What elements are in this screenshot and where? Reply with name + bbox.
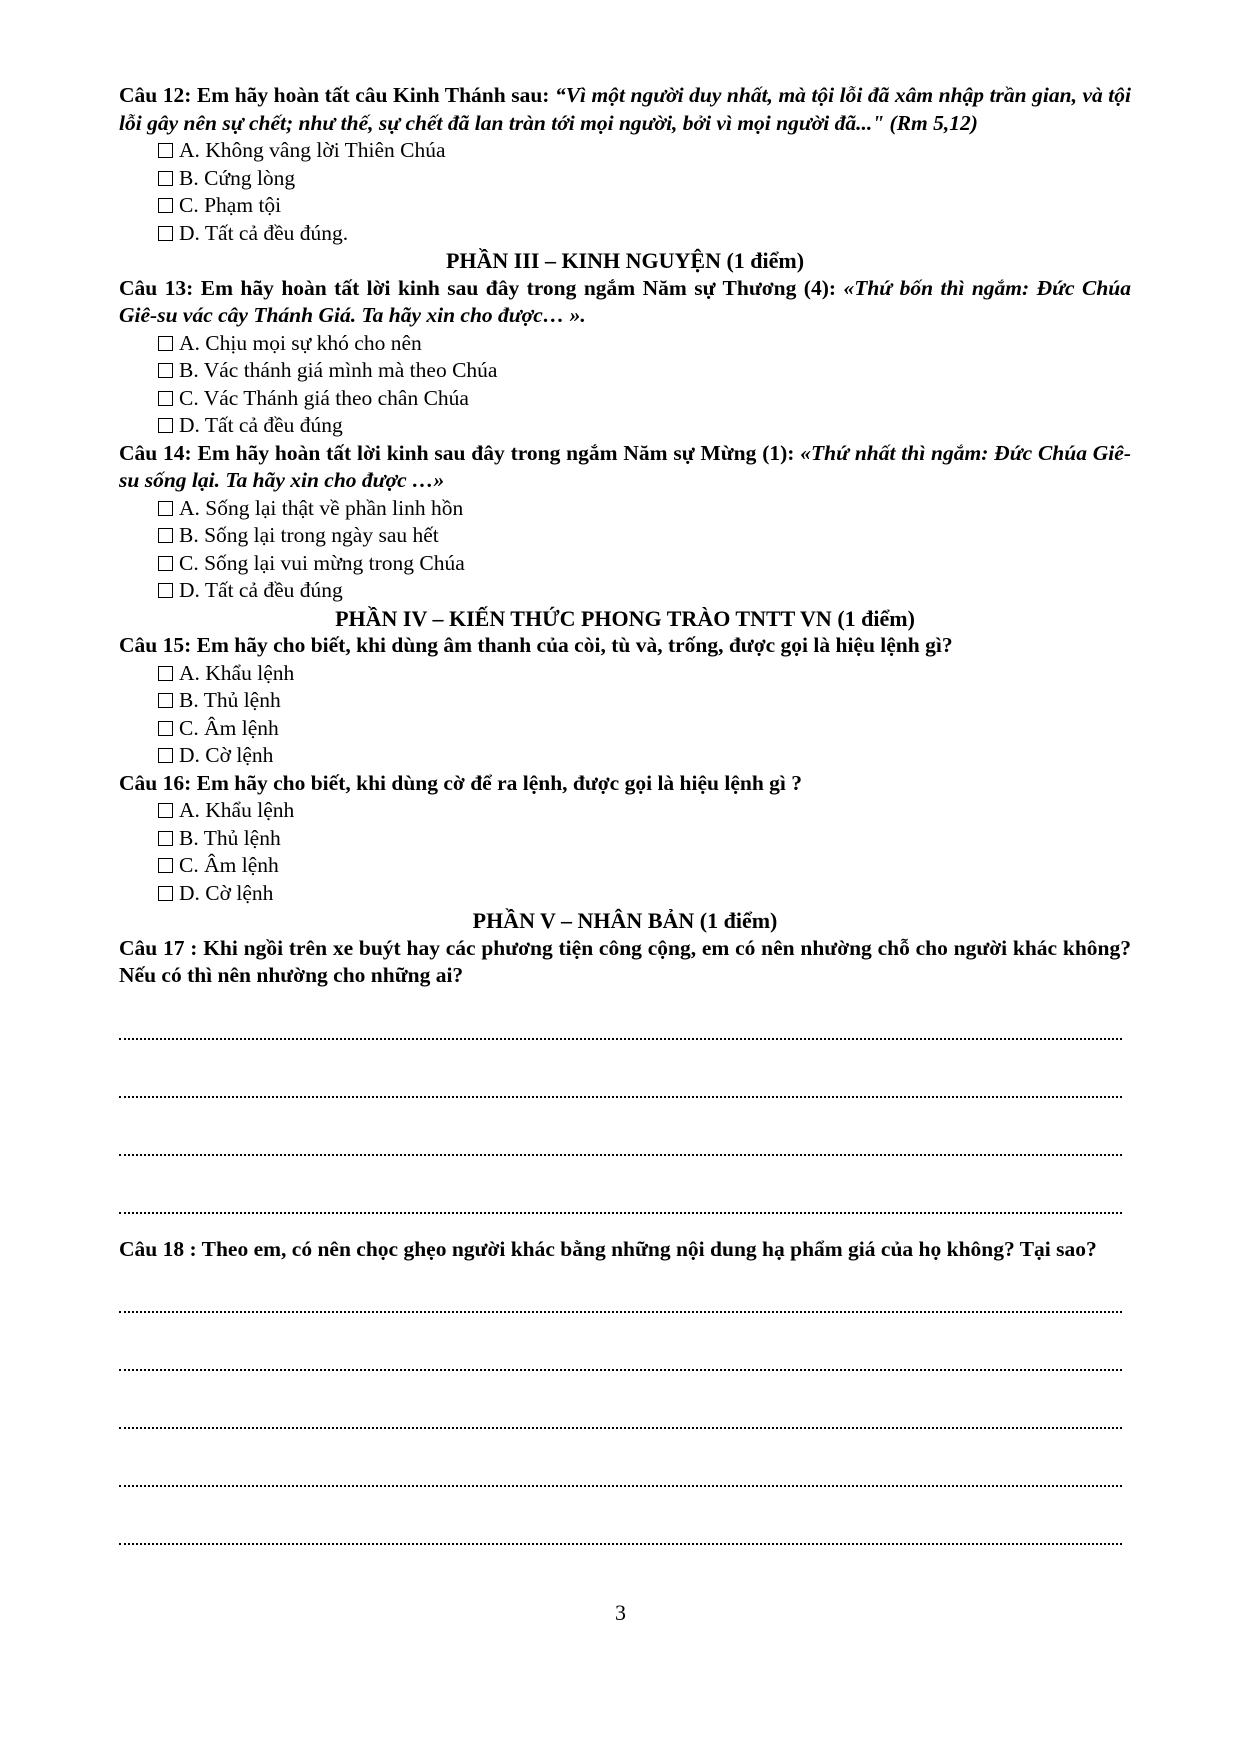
checkbox-icon[interactable] <box>158 693 173 708</box>
question-15-prompt: Câu 15: Em hãy cho biết, khi dùng âm thanh của còi, tù và, trống, được gọi là hiệu lệnh gì? <box>119 633 953 657</box>
question-15-option-b[interactable] <box>119 687 1131 715</box>
question-13-quote: «Thứ bốn thì ngắm: Đức Chúa Giê-su vác cây Thánh Giá. Ta hãy xin cho được… ». <box>119 275 1131 327</box>
option-label: C. Vác Thánh giá theo chân Chúa <box>179 385 469 410</box>
question-15 <box>119 632 1131 660</box>
page-number: 3 <box>615 1600 626 1625</box>
option-label: A. Khẩu lệnh <box>179 798 295 822</box>
question-14-option-c[interactable] <box>119 550 1131 578</box>
answer-line[interactable] <box>119 1164 1131 1222</box>
question-13-option-b[interactable] <box>119 357 1131 385</box>
checkbox-icon[interactable] <box>158 748 173 763</box>
question-14-quote: «Thứ nhất thì ngắm: Đức Chúa Giê-su sống lại. Ta hãy xin cho được …» <box>119 440 1131 492</box>
option-label: C. Âm lệnh <box>179 715 279 740</box>
option-label: C. Âm lệnh <box>179 853 279 877</box>
question-14-option-a[interactable] <box>119 495 1131 523</box>
option-label: C. Sống lại vui mừng trong Chúa <box>179 550 465 575</box>
question-14-option-d[interactable] <box>119 577 1131 605</box>
checkbox-icon[interactable] <box>158 171 173 186</box>
question-12-option-a[interactable] <box>119 137 1131 165</box>
checkbox-icon[interactable] <box>158 336 173 351</box>
option-label: D. Cờ lệnh <box>179 880 274 905</box>
question-14 <box>119 440 1131 495</box>
option-label: C. Phạm tội <box>179 193 282 217</box>
question-15-option-c[interactable] <box>119 715 1131 743</box>
option-label: D. Tất cả đều đúng <box>179 413 343 437</box>
question-13-option-c[interactable] <box>119 385 1131 413</box>
answer-line[interactable] <box>119 1321 1131 1379</box>
option-label: B. Cứng lòng <box>179 165 296 190</box>
answer-line[interactable] <box>119 1379 1131 1437</box>
question-12-prompt: Câu 12: Em hãy hoàn tất câu Kinh Thánh sau: <box>119 83 555 107</box>
checkbox-icon[interactable] <box>158 528 173 543</box>
question-12 <box>119 82 1131 137</box>
question-18 <box>119 1236 1131 1264</box>
section-5-heading: PHẦN V – NHÂN BẢN (1 điểm) <box>472 908 778 933</box>
answer-line[interactable] <box>119 1437 1131 1495</box>
question-14-option-b[interactable] <box>119 522 1131 550</box>
question-16-option-c[interactable] <box>119 852 1131 880</box>
option-label: A. Khẩu lệnh <box>179 660 295 685</box>
option-label: B. Vác thánh giá mình mà theo Chúa <box>179 358 498 382</box>
option-label: B. Thủ lệnh <box>179 688 281 712</box>
question-17-prompt: Câu 17 : Khi ngồi trên xe buýt hay các phương tiện công cộng, em có nên nhường chỗ cho người khác không? Nếu có thì nên nhường cho những ai? <box>119 935 1131 987</box>
question-14-prompt: Câu 14: Em hãy hoàn tất lời kinh sau đây trong ngắm Năm sự Mừng (1): <box>119 440 801 465</box>
question-17 <box>119 935 1131 990</box>
question-13-option-d[interactable] <box>119 412 1131 440</box>
question-12-quote: “Vì một người duy nhất, mà tội lỗi đã xâm nhập trần gian, và tội lỗi gây nên sự chết; như thế, sự chết đã lan tràn tới mọi người, bởi vì mọi người đã..." (Rm 5,12) <box>119 83 1131 135</box>
checkbox-icon[interactable] <box>158 858 173 873</box>
checkbox-icon[interactable] <box>158 666 173 681</box>
exam-page <box>119 82 1131 1553</box>
option-label: B. Sống lại trong ngày sau hết <box>179 523 439 547</box>
checkbox-icon[interactable] <box>158 556 173 571</box>
option-label: A. Chịu mọi sự khó cho nên <box>179 330 422 355</box>
question-12-option-c[interactable] <box>119 192 1131 220</box>
checkbox-icon[interactable] <box>158 886 173 901</box>
checkbox-icon[interactable] <box>158 721 173 736</box>
option-label: A. Sống lại thật về phần linh hồn <box>179 495 464 520</box>
option-label: D. Tất cả đều đúng. <box>179 220 349 245</box>
checkbox-icon[interactable] <box>158 363 173 378</box>
question-12-option-b[interactable] <box>119 165 1131 193</box>
section-4-heading: PHẦN IV – KIẾN THỨC PHONG TRÀO TNTT VN (1 điểm) <box>335 605 915 631</box>
section-3-heading: PHẦN III – KINH NGUYỆN (1 điểm) <box>445 248 805 273</box>
option-label: D. Cờ lệnh <box>179 743 274 767</box>
option-label: D. Tất cả đều đúng <box>179 578 343 602</box>
question-16 <box>119 770 1131 798</box>
checkbox-icon[interactable] <box>158 501 173 516</box>
answer-line[interactable] <box>119 1048 1131 1106</box>
checkbox-icon[interactable] <box>158 226 173 241</box>
checkbox-icon[interactable] <box>158 803 173 818</box>
answer-line[interactable] <box>119 1263 1131 1321</box>
question-13 <box>119 275 1131 330</box>
checkbox-icon[interactable] <box>158 418 173 433</box>
question-13-prompt: Câu 13: Em hãy hoàn tất lời kinh sau đây trong ngắm Năm sự Thương (4): <box>119 275 844 300</box>
checkbox-icon[interactable] <box>158 198 173 213</box>
question-18-prompt: Câu 18 : Theo em, có nên chọc ghẹo người khác bằng những nội dung hạ phẩm giá của họ không? Tại sao? <box>119 1236 1097 1261</box>
checkbox-icon[interactable] <box>158 143 173 158</box>
question-15-option-d[interactable] <box>119 742 1131 770</box>
checkbox-icon[interactable] <box>158 583 173 598</box>
option-label: A. Không vâng lời Thiên Chúa <box>179 138 446 162</box>
question-15-option-a[interactable] <box>119 660 1131 688</box>
question-16-option-b[interactable] <box>119 825 1131 853</box>
checkbox-icon[interactable] <box>158 831 173 846</box>
option-label: B. Thủ lệnh <box>179 825 281 850</box>
question-12-option-d[interactable] <box>119 220 1131 248</box>
answer-line[interactable] <box>119 1106 1131 1164</box>
answer-line[interactable] <box>119 1495 1131 1553</box>
checkbox-icon[interactable] <box>158 391 173 406</box>
question-16-prompt: Câu 16: Em hãy cho biết, khi dùng cờ để ra lệnh, được gọi là hiệu lệnh gì ? <box>119 770 803 795</box>
question-13-option-a[interactable] <box>119 330 1131 358</box>
question-16-option-d[interactable] <box>119 880 1131 908</box>
answer-line[interactable] <box>119 990 1131 1048</box>
question-16-option-a[interactable] <box>119 797 1131 825</box>
